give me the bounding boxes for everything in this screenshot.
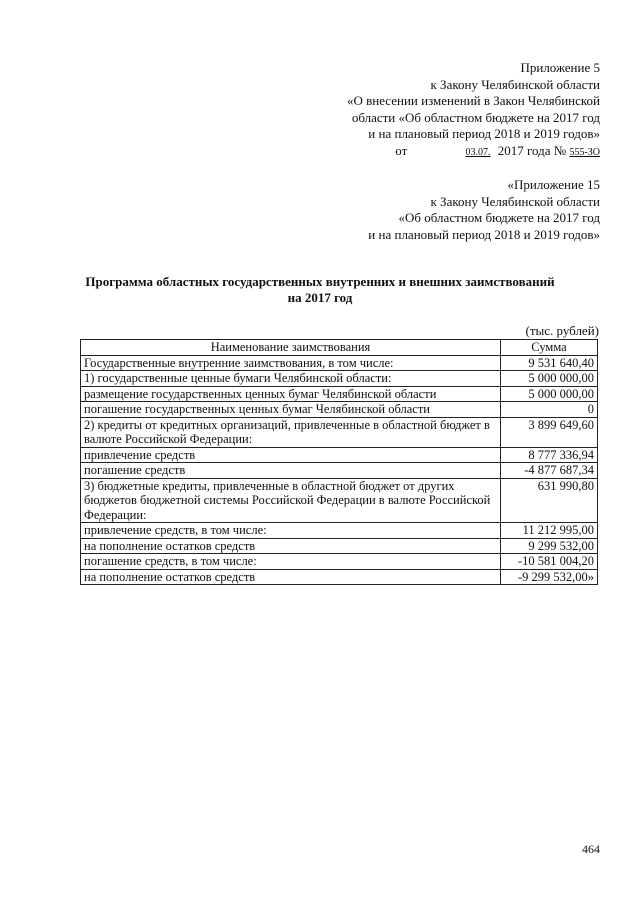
table-row xyxy=(81,554,598,570)
table-row xyxy=(81,538,598,554)
row-name: на пополнение остатков средств xyxy=(81,569,501,585)
date-value: 03.07. xyxy=(465,146,491,158)
row-amount: 9 531 640,40 xyxy=(501,355,598,371)
row-name: размещение государственных ценных бумаг Челябинской области xyxy=(81,386,501,402)
annex-5-law-name-2: области «Об областном бюджете на 2017 год xyxy=(351,109,600,125)
row-name: погашение государственных ценных бумаг Челябинской области xyxy=(81,402,501,418)
annex-5-law-name-1: «О внесении изменений в Закон Челябинской xyxy=(346,93,600,108)
annex-15-header xyxy=(368,177,600,243)
table-row xyxy=(81,523,598,539)
table-row xyxy=(81,569,598,585)
table-row xyxy=(81,447,598,463)
annex-5-title: Приложение 5 xyxy=(520,60,600,75)
table-row xyxy=(81,463,598,479)
row-amount: 9 299 532,00 xyxy=(501,538,598,554)
table-row xyxy=(81,355,598,371)
document-title-line-1: Программа областных государственных внутренних и внешних заимствований xyxy=(85,274,555,289)
row-name: Государственные внутренние заимствования, в том числе: xyxy=(81,355,501,371)
row-name: привлечение средств, в том числе: xyxy=(81,523,501,539)
row-amount: -4 877 687,34 xyxy=(501,463,598,479)
row-name: погашение средств, в том числе: xyxy=(81,554,501,570)
row-amount: 11 212 995,00 xyxy=(501,523,598,539)
borrowings-table xyxy=(80,339,598,585)
table-row xyxy=(81,478,598,523)
annex-5-date-line xyxy=(347,143,600,162)
units-label: (тыс. рублей) xyxy=(525,323,599,338)
header-amount: Сумма xyxy=(501,340,598,356)
row-name: 1) государственные ценные бумаги Челябинской области: xyxy=(81,371,501,387)
row-name: привлечение средств xyxy=(81,447,501,463)
row-amount: 631 990,80 xyxy=(501,478,598,523)
date-prefix: от xyxy=(395,142,408,158)
header-name: Наименование заимствования xyxy=(81,340,501,356)
document-title-line-2: на 2017 год xyxy=(287,290,353,305)
table-row xyxy=(81,402,598,418)
row-amount: 5 000 000,00 xyxy=(501,371,598,387)
row-amount: 3 899 649,60 xyxy=(501,417,598,447)
law-number: 555-ЗО xyxy=(569,146,600,158)
annex-15-law-name-1: «Об областном бюджете на 2017 год xyxy=(398,210,600,225)
row-name: 2) кредиты от кредитных организаций, привлеченные в областной бюджет в валюте Российской Федерации: xyxy=(81,417,501,447)
table-row xyxy=(81,371,598,387)
row-amount: -10 581 004,20 xyxy=(501,554,598,570)
row-amount: 8 777 336,94 xyxy=(501,447,598,463)
annex-5-header xyxy=(347,60,600,161)
row-amount: -9 299 532,00» xyxy=(501,569,598,585)
annex-15-law-name-2: и на плановый период 2018 и 2019 годов» xyxy=(368,226,600,242)
row-name: 3) бюджетные кредиты, привлеченные в областной бюджет от других бюджетов бюджетной системы Российской Федерации в валюте Российской Федерации: xyxy=(81,478,501,523)
document-title xyxy=(40,274,600,306)
annex-15-law-ref: к Закону Челябинской области xyxy=(430,193,600,209)
year-text: 2017 года № xyxy=(497,142,567,158)
row-name: на пополнение остатков средств xyxy=(81,538,501,554)
table-header-row xyxy=(81,340,598,356)
annex-5-law-ref: к Закону Челябинской области xyxy=(430,76,600,92)
row-amount: 5 000 000,00 xyxy=(501,386,598,402)
page-number: 464 xyxy=(582,842,600,856)
row-amount: 0 xyxy=(501,402,598,418)
row-name: погашение средств xyxy=(81,463,501,479)
annex-5-law-name-3: и на плановый период 2018 и 2019 годов» xyxy=(368,126,600,141)
table-row xyxy=(81,417,598,447)
table-row xyxy=(81,386,598,402)
annex-15-title: «Приложение 15 xyxy=(507,177,600,192)
